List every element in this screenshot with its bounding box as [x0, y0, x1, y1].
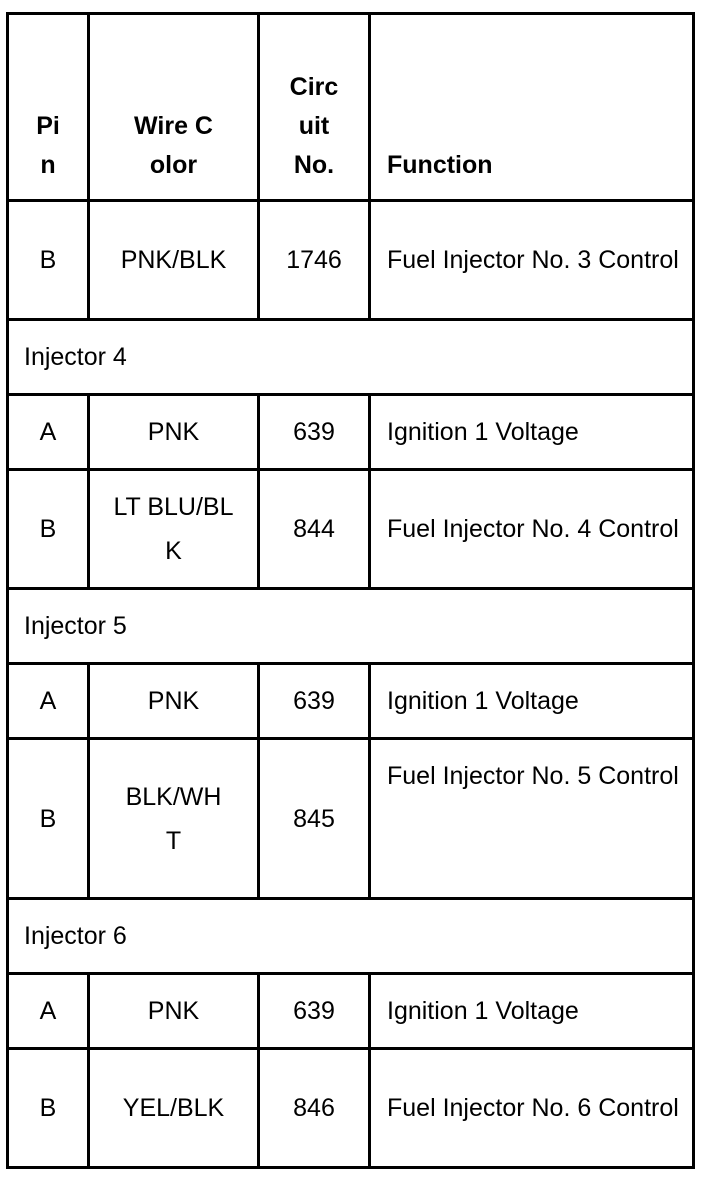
circuit-cell: 639	[259, 664, 370, 739]
circuit-cell: 845	[259, 739, 370, 899]
group-row	[8, 899, 694, 974]
pin-cell: A	[8, 974, 89, 1049]
table-row	[8, 739, 694, 899]
wire-color-cell: PNK	[89, 664, 259, 739]
wire-color-text: LT BLU/BLK	[113, 493, 234, 565]
table-row	[8, 201, 694, 320]
circuit-cell: 846	[259, 1049, 370, 1168]
header-circuit-no	[259, 14, 370, 201]
group-row	[8, 320, 694, 395]
function-cell: Ignition 1 Voltage	[370, 974, 694, 1049]
header-function	[370, 14, 694, 201]
header-function-label: Function	[387, 151, 493, 179]
pin-cell: B	[8, 1049, 89, 1168]
table-row	[8, 470, 694, 589]
header-wire-color	[89, 14, 259, 201]
table-row	[8, 1049, 694, 1168]
circuit-cell: 1746	[259, 201, 370, 320]
table-row	[8, 664, 694, 739]
circuit-cell: 639	[259, 395, 370, 470]
wire-color-cell	[89, 470, 259, 589]
table-row	[8, 974, 694, 1049]
group-label: Injector 5	[8, 589, 694, 664]
wire-color-cell: PNK/BLK	[89, 201, 259, 320]
wire-color-cell	[89, 739, 259, 899]
circuit-cell: 844	[259, 470, 370, 589]
pin-cell: B	[8, 739, 89, 899]
wire-color-cell: PNK	[89, 974, 259, 1049]
function-cell: Ignition 1 Voltage	[370, 395, 694, 470]
wire-color-cell: YEL/BLK	[89, 1049, 259, 1168]
pin-cell: B	[8, 470, 89, 589]
header-circuit-no-label: Circuit No.	[289, 73, 339, 179]
function-cell: Fuel Injector No. 4 Control	[370, 470, 694, 589]
header-pin	[8, 14, 89, 201]
header-pin-label: Pin	[36, 112, 60, 179]
pin-cell: A	[8, 664, 89, 739]
wire-color-cell: PNK	[89, 395, 259, 470]
header-wire-color-label: Wire Color	[134, 112, 213, 179]
circuit-cell: 639	[259, 974, 370, 1049]
table-header-row	[8, 14, 694, 201]
function-cell: Ignition 1 Voltage	[370, 664, 694, 739]
table-row	[8, 395, 694, 470]
pin-cell: A	[8, 395, 89, 470]
pin-cell: B	[8, 201, 89, 320]
wire-color-text: BLK/WHT	[125, 782, 222, 855]
group-label: Injector 4	[8, 320, 694, 395]
group-row	[8, 589, 694, 664]
group-label: Injector 6	[8, 899, 694, 974]
function-cell: Fuel Injector No. 5 Control	[370, 739, 694, 899]
function-cell: Fuel Injector No. 3 Control	[370, 201, 694, 320]
function-cell: Fuel Injector No. 6 Control	[370, 1049, 694, 1168]
connector-pinout-table	[6, 12, 695, 1169]
